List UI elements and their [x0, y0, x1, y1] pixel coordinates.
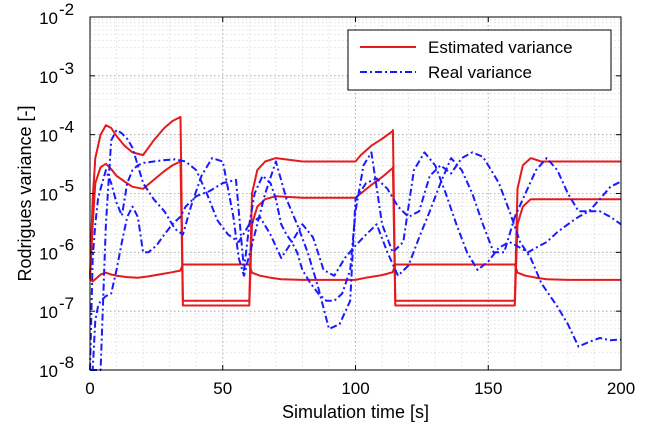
y-tick-exponent: -4: [59, 117, 75, 137]
y-tick-exponent: -5: [59, 176, 75, 196]
x-axis-label: Simulation time [s]: [281, 402, 430, 422]
y-tick-base: 10: [39, 9, 58, 28]
y-tick-exponent: -8: [59, 353, 75, 372]
y-tick-exponent: -6: [59, 235, 75, 255]
x-tick-label: 50: [213, 379, 233, 398]
y-tick-base: 10: [39, 362, 58, 381]
y-tick-base: 10: [39, 67, 58, 87]
y-tick-exponent: -3: [59, 58, 75, 78]
y-tick-exponent: -7: [59, 294, 75, 314]
y-tick-base: 10: [39, 244, 58, 264]
legend: [348, 30, 611, 90]
y-tick-base: 10: [39, 303, 58, 323]
x-tick-label: 200: [606, 379, 636, 398]
y-tick-base: 10: [39, 126, 58, 146]
legend-label: Estimated variance: [428, 38, 573, 57]
legend-label: Real variance: [428, 63, 532, 82]
y-tick-exponent: -2: [59, 0, 75, 19]
x-tick-label: 0: [85, 379, 95, 398]
x-tick-label: 100: [341, 379, 370, 398]
y-axis-label: Rodrigues variance [-]: [15, 105, 35, 282]
y-tick-base: 10: [39, 185, 58, 205]
x-tick-label: 150: [474, 379, 503, 398]
